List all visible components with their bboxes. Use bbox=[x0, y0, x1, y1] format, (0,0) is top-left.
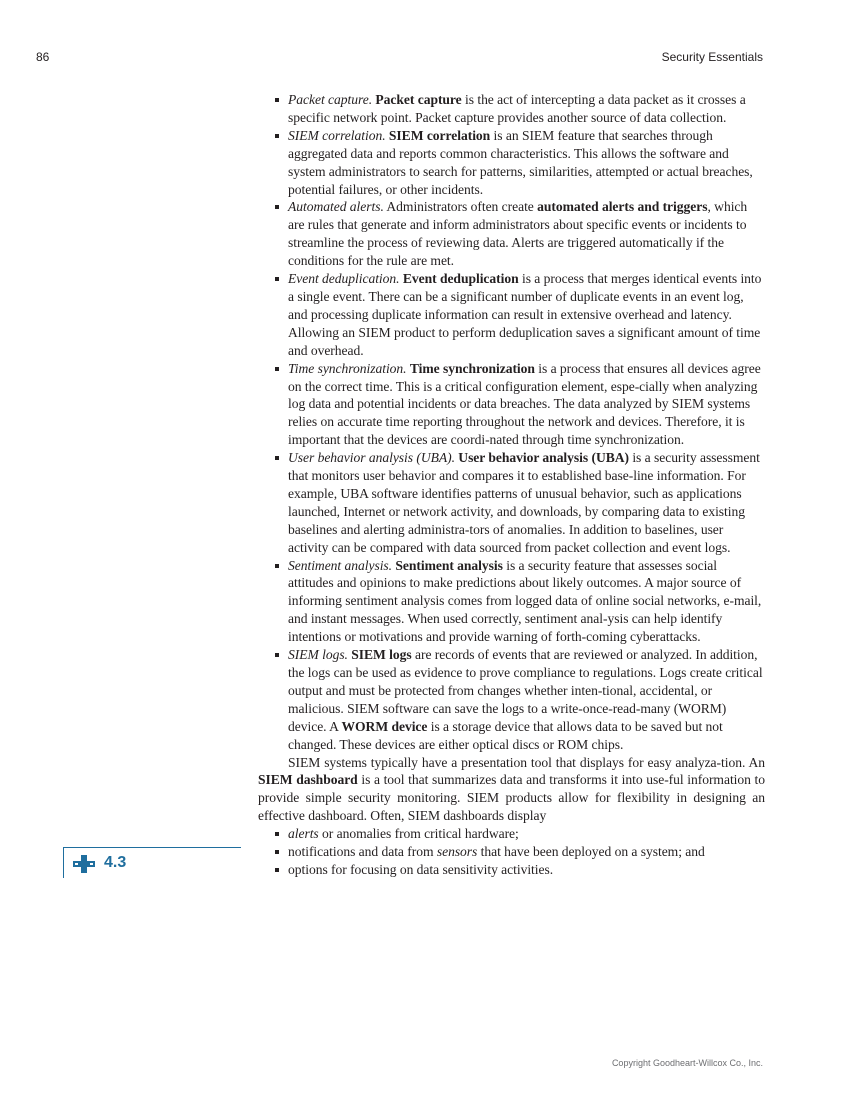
copyright-footer: Copyright Goodheart-Willcox Co., Inc. bbox=[611, 1058, 763, 1068]
learning-objective-marker bbox=[63, 847, 241, 878]
list-item: notifications and data from sensors that have been deployed on a system; and bbox=[258, 843, 765, 861]
list-item: Time synchronization. Time synchronization is a process that ensures all devices agree on the correct time. This is a critical configuration element, espe-cially when analyzing log data and potential incidents or data breaches. The data analyzed by SIEM systems relies on accurate time reporting throughout the network and devices. Therefore, it is important that the devices are coordi-nated through time synchronization. bbox=[258, 360, 765, 450]
body-content bbox=[258, 91, 765, 879]
list-item: Event deduplication. Event deduplication is a process that merges identical events into a single event. There can be a significant number of duplicate events in an event log, and processing duplicate information can result in extensive overhead and latency. Allowing an SIEM product to perform deduplication saves a significant amount of time and overhead. bbox=[258, 270, 765, 360]
list-item: Packet capture. Packet capture is the act of intercepting a data packet as it crosses a specific network point. Packet capture provides another source of data collection. bbox=[258, 91, 765, 127]
page-number: 86 bbox=[36, 50, 50, 64]
objective-number: 4.3 bbox=[104, 854, 127, 871]
running-title: Security Essentials bbox=[661, 50, 763, 64]
list-item: alerts or anomalies from critical hardware; bbox=[258, 825, 765, 843]
list-item: Sentiment analysis. Sentiment analysis is a security feature that assesses social attitudes and opinions to make predictions about likely outcomes. A major source of informing sentiment analysis comes from logged data of online social networks, e-mail, and instant messages. When used correctly, sentiment anal-ysis can help identify intentions or motivations and provide warning of forth-coming cyberattacks. bbox=[258, 557, 765, 647]
list-item: Automated alerts. Administrators often create automated alerts and triggers, which are rules that generate and inform administrators about specific events or incidents to streamline the process of reviewing data. Alerts are triggered automatically if the conditions for the rule are met. bbox=[258, 198, 765, 270]
list-item: SIEM logs. SIEM logs are records of events that are reviewed or analyzed. In addition, the logs can be used as evidence to prove compliance to regulations. Logs create critical output and must be protected from changes whether inten-tional, accidental, or malicious. SIEM software can save the logs to a write-once-read-many (WORM) device. A WORM device is a storage device that allows data to be saved but not changed. These devices are either optical discs or ROM chips. bbox=[258, 646, 765, 753]
plus-icon bbox=[73, 855, 95, 873]
dashboard-paragraph: SIEM systems typically have a presentation tool that displays for easy analyza-tion. An SIEM dashboard is a tool that summarizes data and transforms it into use-ful information to provide simple security monitoring. SIEM products allow for flexibility in designing an effective dashboard. Often, SIEM dashboards display bbox=[258, 754, 766, 824]
list-item: options for focusing on data sensitivity activities. bbox=[258, 861, 765, 879]
list-item: SIEM correlation. SIEM correlation is an SIEM feature that searches through aggregated data and reports common characteristics. This allows the software and system administrators to search for patterns, similarities, attempted or actual breaches, potential failures, or other incidents. bbox=[258, 127, 765, 199]
dashboard-display-list bbox=[258, 825, 765, 879]
list-item: User behavior analysis (UBA). User behavior analysis (UBA) is a security assessment that monitors user behavior and compares it to established base-line information. For example, UBA software identifies patterns of unusual behavior, such as applications launched, Internet or network activity, and downloads, by comparing data to existing baselines and alerting administra-tors of anomalies. In addition to baselines, user activity can be compared with data sourced from packet collection and event logs. bbox=[258, 449, 765, 556]
siem-features-list bbox=[258, 91, 765, 754]
